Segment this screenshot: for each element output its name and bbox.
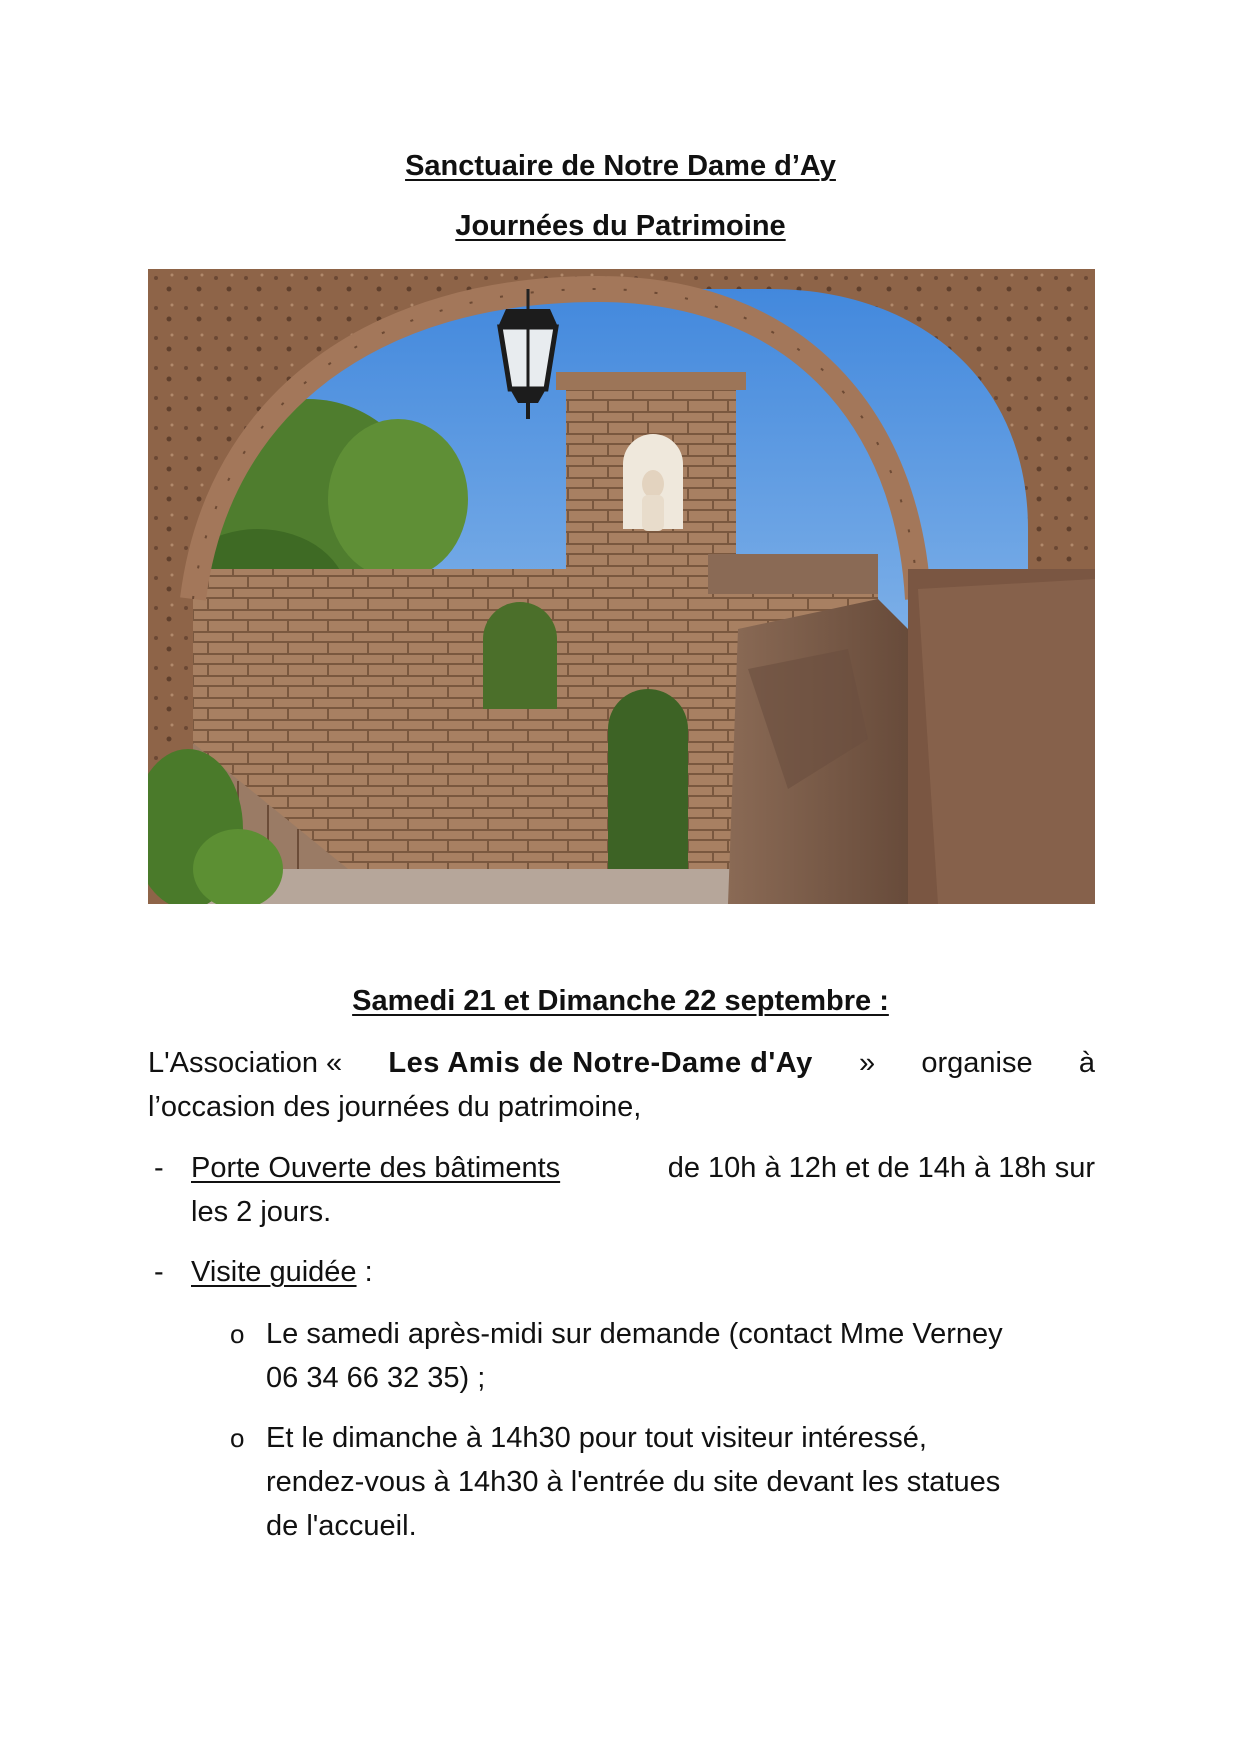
saturday-line1: Le samedi après-midi sur demande (contact Mme Verney xyxy=(266,1318,1003,1350)
sub-bullet: o xyxy=(230,1423,245,1453)
page-title: Sanctuaire de Notre Dame d’Ay xyxy=(405,150,836,182)
sunday-line3: de l'accueil. xyxy=(266,1510,417,1542)
sunday-line1-text: Et le dimanche à 14h30 pour tout visiteur intéressé, xyxy=(266,1422,927,1454)
intro-line2: l’occasion des journées du patrimoine, xyxy=(148,1091,642,1123)
guided-tour-colon: : xyxy=(356,1256,373,1288)
list-dash: - xyxy=(154,1152,164,1184)
list-dash: - xyxy=(154,1256,164,1288)
intro-prefix: L'Association « xyxy=(148,1047,343,1079)
open-doors-line2: les 2 jours. xyxy=(191,1196,332,1228)
association-name: Les Amis de Notre-Dame d'Ay xyxy=(388,1047,813,1079)
sub-bullet: o xyxy=(230,1319,245,1349)
sunday-line2: rendez-vous à 14h30 à l'entrée du site devant les statues xyxy=(266,1466,1001,1498)
sunday-line1 xyxy=(266,1416,1095,1460)
open-doors-label: Porte Ouverte des bâtiments xyxy=(191,1152,561,1184)
intro-close-quote: » xyxy=(858,1047,876,1079)
intro-preposition: à xyxy=(1078,1047,1095,1079)
guided-tour-label: Visite guidée xyxy=(191,1256,357,1288)
open-doors-hours: de 10h à 12h et de 14h à 18h sur xyxy=(667,1152,1095,1184)
page-subtitle: Journées du Patrimoine xyxy=(455,210,786,242)
sanctuary-photo xyxy=(148,269,1095,904)
date-heading: Samedi 21 et Dimanche 22 septembre : xyxy=(352,985,889,1017)
intro-verb: organise xyxy=(921,1047,1033,1079)
saturday-line2: 06 34 66 32 35) ; xyxy=(266,1362,486,1394)
intro-paragraph xyxy=(148,1041,1095,1129)
